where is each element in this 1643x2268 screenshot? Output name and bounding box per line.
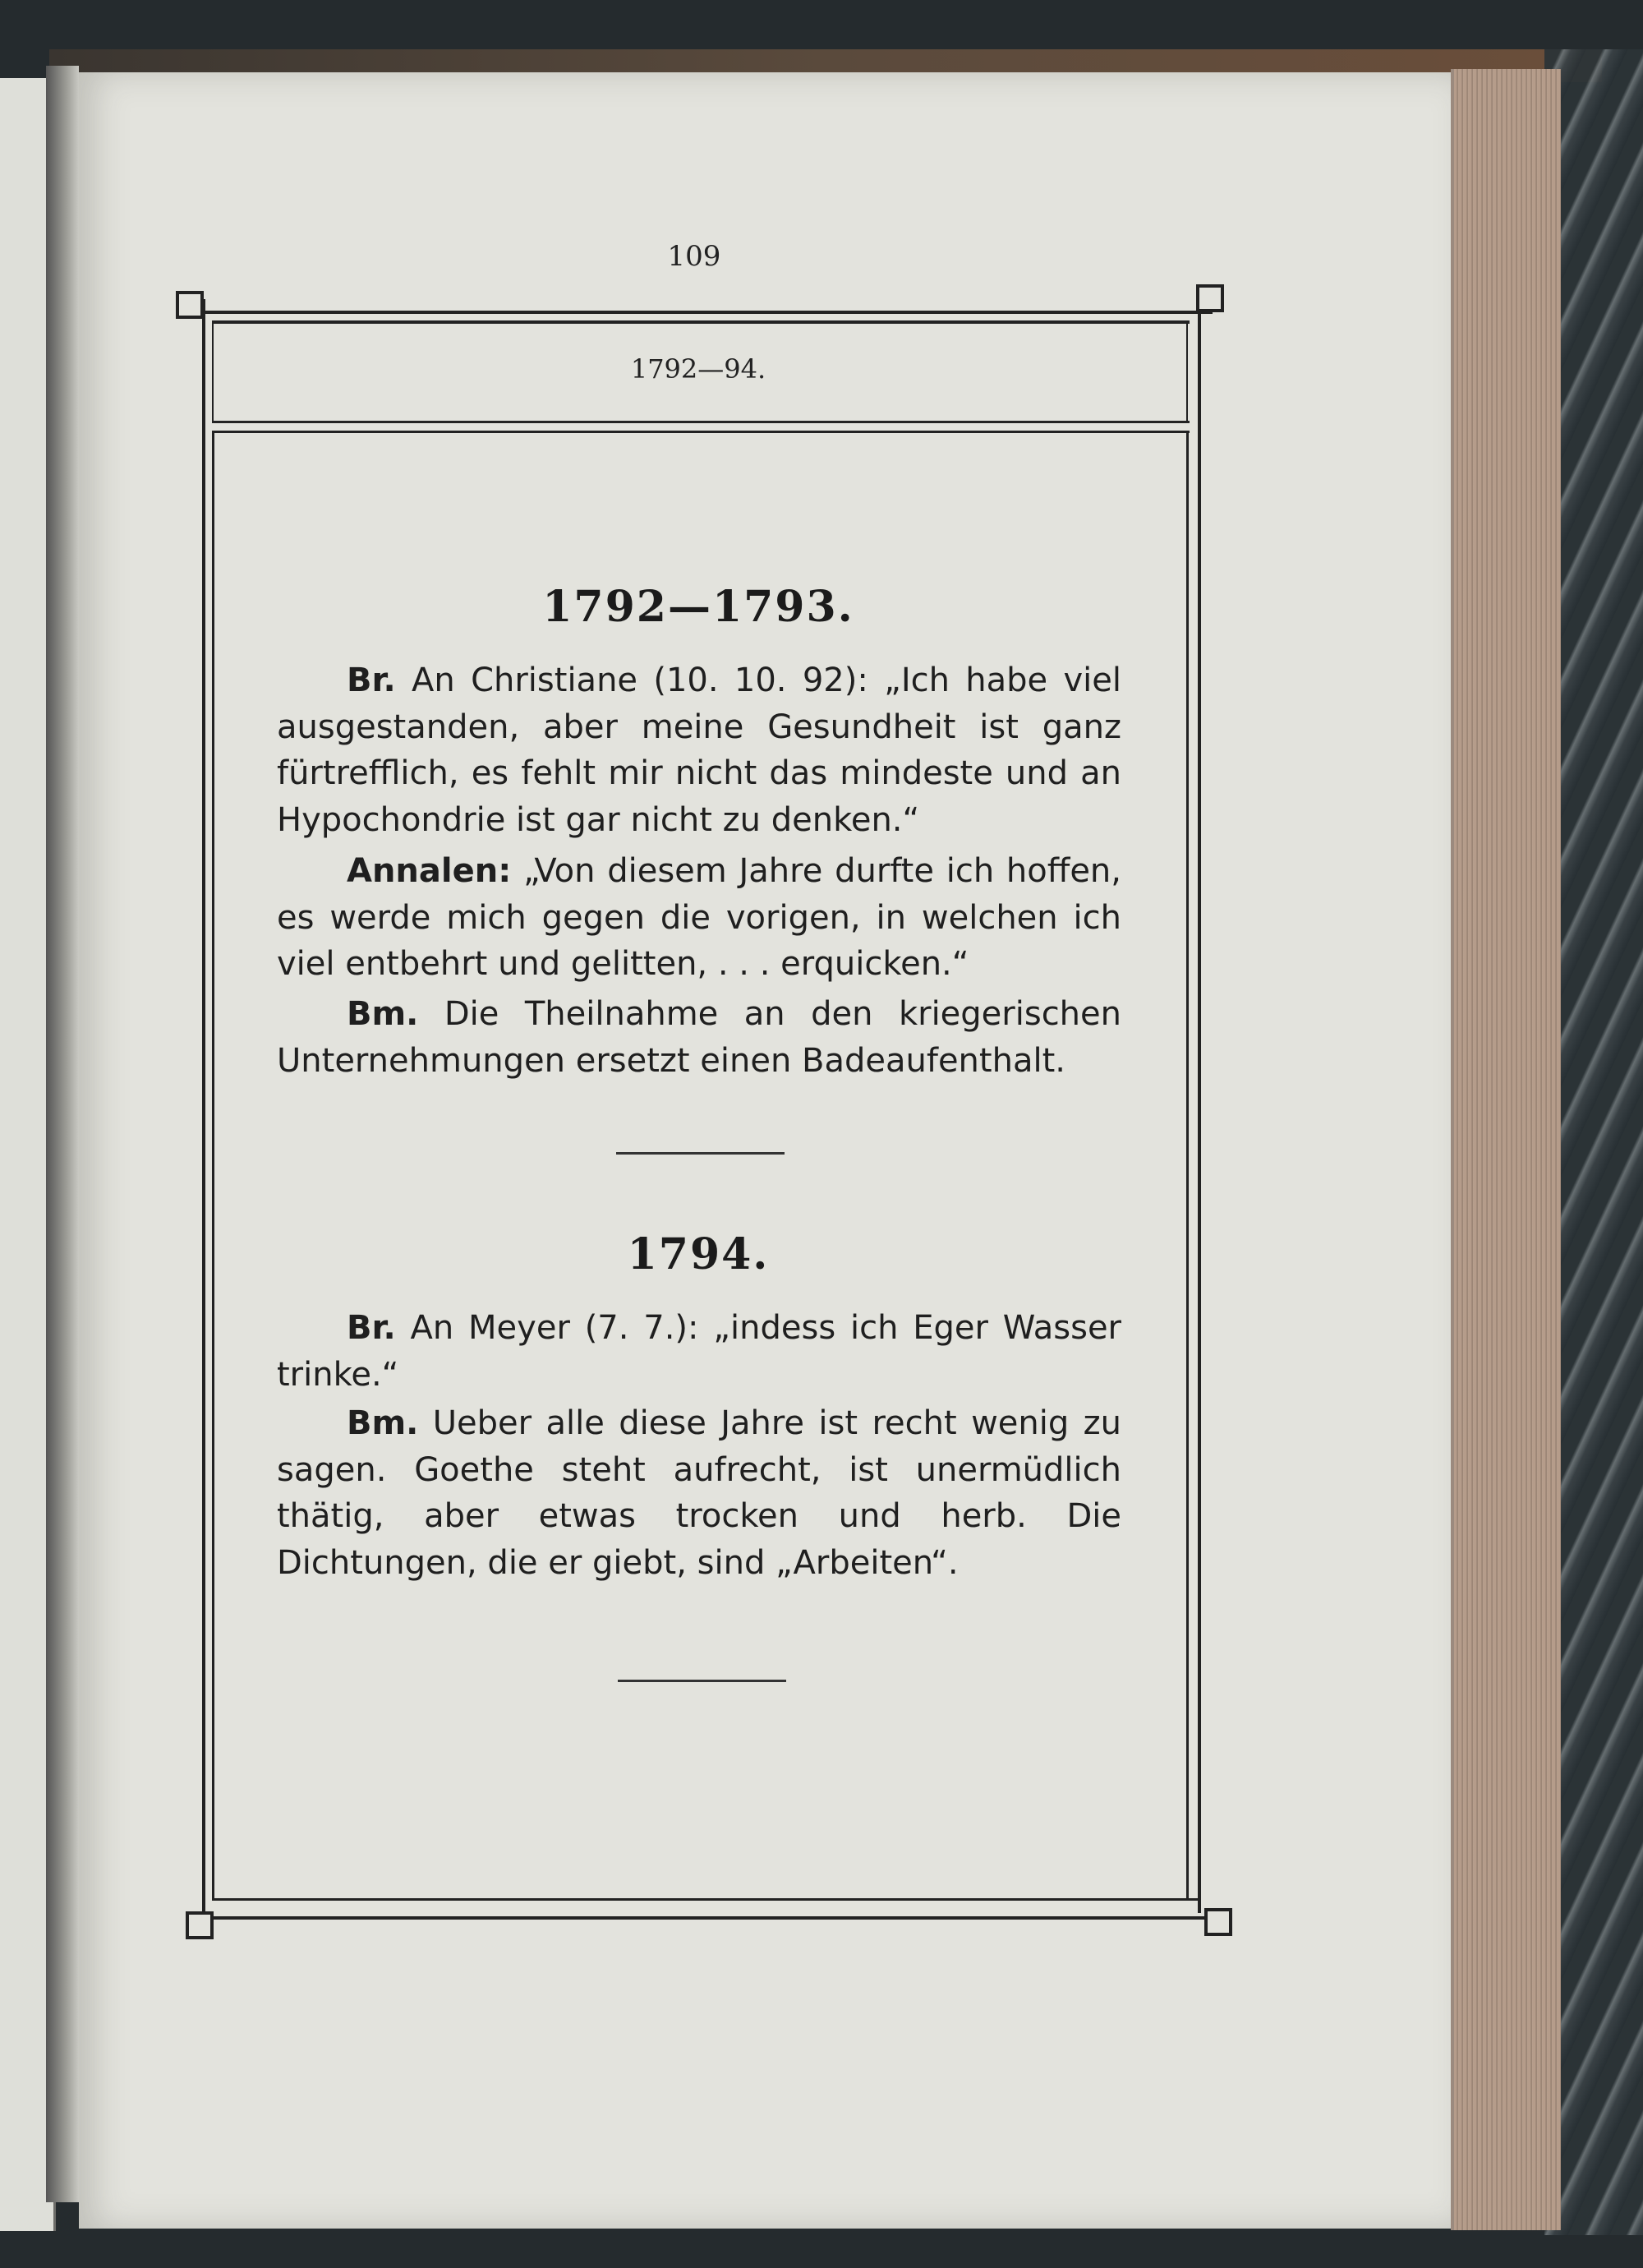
body-box-left: [212, 431, 214, 1901]
section-heading: 1792—1793.: [542, 582, 854, 632]
section-divider: [616, 1152, 785, 1155]
entry-abbreviation: Br.: [347, 1309, 396, 1347]
entry-paragraph: [277, 1400, 1121, 1586]
page-number: 109: [667, 240, 721, 273]
section-divider: [618, 1680, 786, 1682]
entry-text: An Christiane (10. 10. 92): „Ich habe viel ausgestanden, aber meine Gesundheit ist ganz fürtrefflich, es fehlt mir nicht das mindeste und an Hypochondrie ist gar nicht zu denken.“: [277, 662, 1121, 839]
frame-bottom-line: [191, 1916, 1213, 1920]
frame-left-line: [202, 299, 205, 1913]
entry-text: Die Theilnahme an den kriegerischen Unternehmungen ersetzt einen Badeaufenthalt.: [277, 995, 1121, 1080]
frame-corner-bottom-right: [1204, 1908, 1232, 1936]
section-heading: 1794.: [627, 1229, 770, 1279]
entry-paragraph: [277, 657, 1121, 843]
running-head: 1792—94.: [630, 353, 766, 385]
book-page: [79, 72, 1451, 2229]
body-box-bottom: [212, 1898, 1198, 1901]
frame-top-line: [191, 311, 1213, 314]
entry-paragraph: [277, 991, 1121, 1084]
frame-corner-bottom-left: [186, 1911, 214, 1939]
entry-abbreviation: Annalen:: [347, 852, 512, 890]
entry-abbreviation: Bm.: [347, 1404, 419, 1442]
header-box-right: [1186, 322, 1188, 422]
entry-abbreviation: Br.: [347, 662, 396, 699]
frame-corner-top-right: [1196, 284, 1224, 312]
frame-right-line: [1198, 299, 1201, 1913]
header-box-top: [212, 322, 1190, 324]
entry-paragraph: [277, 848, 1121, 988]
page-stack-edge: [1451, 69, 1561, 2230]
body-box-top: [212, 431, 1190, 433]
entry-text: „Von diesem Jahre durfte ich hoffen, es werde mich gegen die vorigen, in welchen ich viel entbehrt und gelitten, . . . erquicken.“: [277, 852, 1121, 983]
entry-paragraph: [277, 1305, 1121, 1398]
frame-corner-top-left: [176, 291, 204, 319]
header-box-left: [212, 322, 214, 422]
entry-abbreviation: Bm.: [347, 995, 419, 1033]
entry-text: Ueber alle diese Jahre ist recht wenig zu sagen. Goethe steht aufrecht, ist unermüdlich thätig, aber etwas trocken und herb. Die Dichtungen, die er giebt, sind „Arbeiten“.: [277, 1404, 1121, 1582]
header-box-bottom: [212, 421, 1190, 423]
spine-shadow: [46, 66, 79, 2202]
entry-text: An Meyer (7. 7.): „indess ich Eger Wasser trinke.“: [277, 1309, 1121, 1394]
body-box-right: [1186, 431, 1189, 1901]
